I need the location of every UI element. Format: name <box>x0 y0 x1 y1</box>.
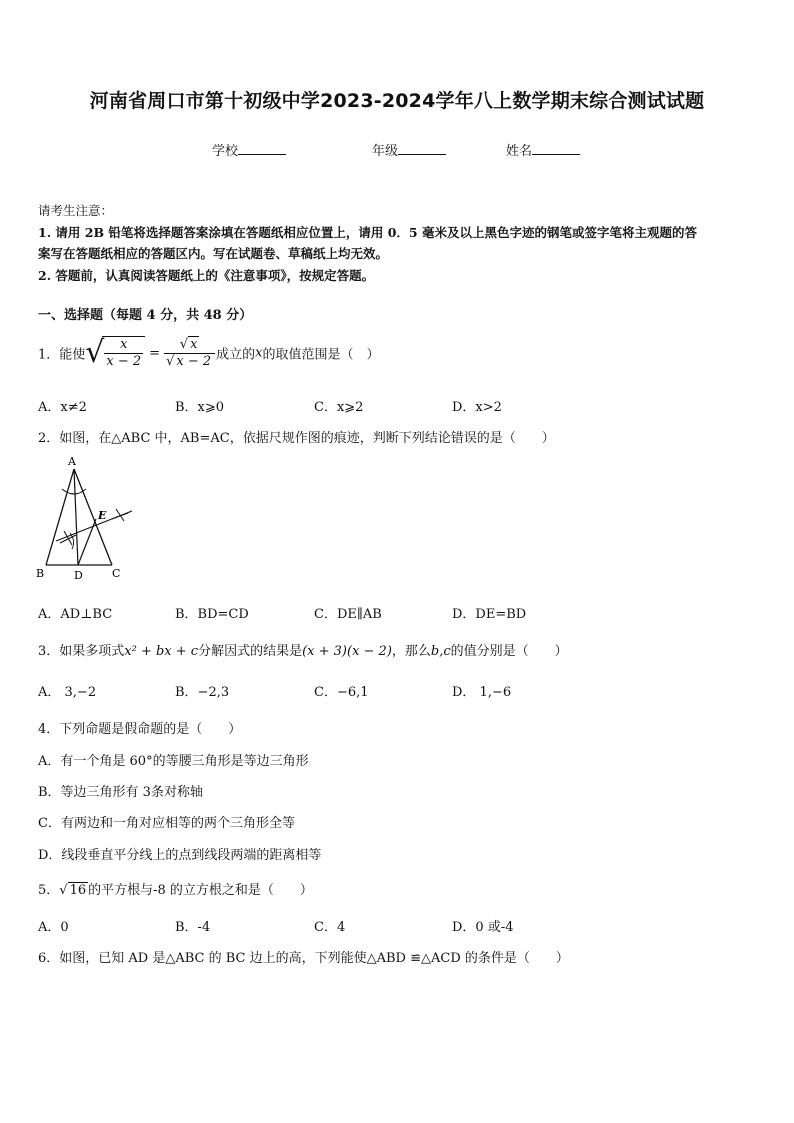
q5-option-a[interactable]: A．0 <box>38 920 69 935</box>
q2-option-a[interactable]: A．AD⊥BC <box>38 607 113 622</box>
question-2: 2．如图，在△ABC 中，AB=AC，依据尺规作图的痕迹，判断下列结论错误的是（ ） <box>38 431 555 446</box>
q2-option-c[interactable]: C．DE∥AB <box>314 607 382 622</box>
q1-tail: 的取值范围是（ ） <box>262 347 380 363</box>
notice-item-1b: 案写在答题纸相应的答题区内。写在试题卷、草稿纸上均无效。 <box>38 246 389 261</box>
q1-option-b[interactable]: B．x⩾0 <box>175 400 225 415</box>
question-3: 3．如果多项式x² + bx + c分解因式的结果是(x + 3)(x − 2)，那么b,c的值分别是（ ） <box>38 644 568 659</box>
notice-block <box>38 200 758 286</box>
school-field <box>212 140 286 159</box>
question-5: 5．√ 16 的平方根与-8 的立方根之和是（ ） <box>38 883 313 898</box>
segment-de <box>78 519 96 565</box>
q2-option-b[interactable]: B．BD=CD <box>175 607 249 622</box>
grade-blank <box>398 142 446 155</box>
notice-item-2: 2. 答题前，认真阅读答题纸上的《注意事项》，按规定答题。 <box>38 267 375 283</box>
q3-option-b[interactable]: B．−2,3 <box>175 685 230 700</box>
q1-rhs-fraction: $\frac{√ x}{√ x - 2}$ <box>164 337 215 370</box>
q1-prefix: 1．能使 <box>38 347 86 363</box>
q5-radicand: 16 <box>69 883 87 898</box>
label-b: B <box>36 567 45 580</box>
q4-option-b[interactable]: B．等边三角形有 3条对称轴 <box>38 785 203 800</box>
q3-option-a[interactable]: A． 3,−2 <box>38 685 97 700</box>
cross-mark-right <box>112 509 128 521</box>
sqrt-icon: √ <box>59 883 68 898</box>
q3-option-c[interactable]: C．−6,1 <box>314 685 369 700</box>
q5-option-c[interactable]: C．4 <box>314 920 346 935</box>
q1-lhs-fraction: $\frac{x}{x - 2}$ <box>102 336 145 370</box>
section-heading: 一、选择题（每题 4 分，共 48 分） <box>38 308 253 323</box>
school-label: 学校 <box>212 144 239 159</box>
q5-option-d[interactable]: D．0 或-4 <box>452 920 514 935</box>
q3-polynomial: x² + bx + c <box>124 644 199 659</box>
name-blank <box>532 142 580 155</box>
name-field <box>506 140 580 159</box>
label-d: D <box>74 569 83 582</box>
q4-option-c[interactable]: C．有两边和一角对应相等的两个三角形全等 <box>38 816 295 831</box>
notice-item-1a: 1. 请用 2B 铅笔将选择题答案涂填在答题纸相应位置上，请用 0．5 毫米及以上黑色字迹的钢笔或签字笔将主观题的答 <box>38 224 697 240</box>
q2-option-d[interactable]: D．DE=BD <box>452 607 527 622</box>
exam-title: 河南省周口市第十初级中学2023-2024学年八上数学期末综合测试试题 <box>89 90 705 112</box>
segment-ad <box>74 469 78 565</box>
grade-field <box>372 140 446 159</box>
sqrt-icon: √ <box>85 335 105 370</box>
q1-suffix: 成立的 <box>216 347 256 363</box>
label-a: A <box>68 455 76 468</box>
notice-heading: 请考生注意： <box>38 203 114 218</box>
q3-option-d[interactable]: D． 1,−6 <box>452 685 512 700</box>
name-label: 姓名 <box>506 144 533 159</box>
q1-equals: = <box>149 345 161 361</box>
q3-factored: (x + 3)(x − 2) <box>302 644 392 659</box>
grade-label: 年级 <box>372 144 399 159</box>
school-blank <box>238 142 286 155</box>
q5-option-b[interactable]: B．-4 <box>175 920 211 935</box>
label-e: E <box>98 509 107 522</box>
question-4: 4．下列命题是假命题的是（ ） <box>38 722 242 737</box>
question-6: 6．如图，已知 AD 是△ABC 的 BC 边上的高，下列能使△ABD ≌△ACD 的条件是（ ） <box>38 951 569 966</box>
q1-option-c[interactable]: C．x⩾2 <box>314 400 364 415</box>
question-1: 1．能使√ $\frac{x}{x - 2}$ = $\frac{√ x}{√ x - 2}$ 成立的x的取值范围是（ ） <box>38 335 380 370</box>
q1-option-a[interactable]: A．x≠2 <box>38 400 87 415</box>
label-c: C <box>112 567 121 580</box>
q4-option-a[interactable]: A．有一个角是 60°的等腰三角形是等边三角形 <box>38 754 309 769</box>
q2-triangle-figure <box>36 455 136 583</box>
side-ab <box>46 469 74 565</box>
q4-option-d[interactable]: D．线段垂直平分线上的点到线段两端的距离相等 <box>38 848 322 863</box>
q1-option-d[interactable]: D．x>2 <box>452 400 502 415</box>
